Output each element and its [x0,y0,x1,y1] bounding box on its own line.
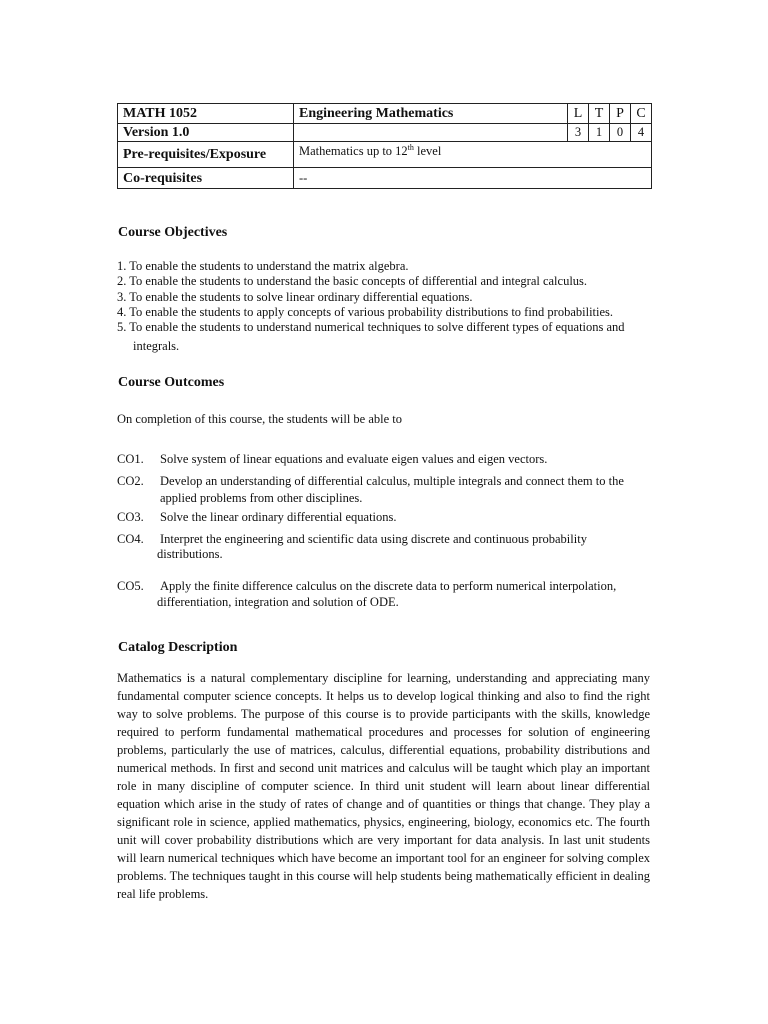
prereq-superscript: th [407,142,414,152]
outcomes-intro: On completion of this course, the students will be able to [117,412,403,426]
ltpc-value-c: 4 [631,124,652,142]
objective-item: 3. To enable the students to solve linear ordinary differential equations. [117,290,473,304]
outcome-code: CO1. [117,452,144,466]
ltpc-header-t: T [589,104,610,124]
ltpc-header-c: C [631,104,652,124]
outcome-text: Apply the finite difference calculus on the discrete data to perform numerical interpolation, [160,579,617,593]
outcome-text-continued: applied problems from other disciplines. [160,491,363,505]
outcome-text: Solve the linear ordinary differential equations. [160,510,397,524]
ltpc-value-l: 3 [568,124,589,142]
ltpc-value-t: 1 [589,124,610,142]
ltpc-header-p: P [610,104,631,124]
coreq-value: -- [294,168,652,189]
prereq-value [294,142,652,168]
objective-item: 2. To enable the students to understand the basic concepts of differential and integral calculus. [117,274,588,288]
course-info-table [117,103,652,189]
course-version: Version 1.0 [118,124,294,142]
outcome-code: CO5. [117,579,144,593]
objectives-heading: Course Objectives [118,225,228,240]
ltpc-header-l: L [568,104,589,124]
objective-item-continued: integrals. [133,339,180,353]
objective-item: 5. To enable the students to understand numerical techniques to solve different types of equations and [117,320,625,334]
prereq-label: Pre-requisites/Exposure [118,142,294,168]
course-code: MATH 1052 [118,104,294,124]
outcome-text-continued: differentiation, integration and solution of ODE. [157,595,399,609]
catalog-paragraph: Mathematics is a natural complementary discipline for learning, understanding and appreciating many fundamental computer science concepts. It helps us to develop logical thinking and also to find the right way to solve problems. The purpose of this course is to provide participants with the skills, knowledge required to perform fundamental mathematical procedures and processes for solution of engineering problems, particularly the use of matrices, calculus, differential equations, probability distributions and numerical methods. In first and second unit matrices and calculus will be taught which play an important role in many discipline of computer science. In third unit student will learn about linear differential equation which arise in the study of rates of change and of quantities or things that change. They play a significant role in science, applied mathematics, physics, engineering, biology, economics etc. The fourth unit will cover probability distributions which are very important for data analysis. In last unit students will learn numerical techniques which have become an important tool for an engineer for solving complex problems. The techniques taught in this course will help students being mathematically efficient in dealing real life problems. [117,671,650,901]
ltpc-value-p: 0 [610,124,631,142]
objective-item: 4. To enable the students to apply concepts of various probability distributions to find probabilities. [117,305,614,319]
outcome-text: Solve system of linear equations and evaluate eigen values and eigen vectors. [160,452,548,466]
prereq-suffix: level [413,144,442,158]
version-empty-cell [294,124,568,142]
course-title: Engineering Mathematics [294,104,568,124]
outcome-text: Develop an understanding of differential calculus, multiple integrals and connect them to the [160,474,624,488]
coreq-label: Co-requisites [118,168,294,189]
catalog-heading: Catalog Description [118,640,238,655]
outcome-code: CO2. [117,474,144,488]
outcome-code: CO3. [117,510,144,524]
outcome-code: CO4. [117,532,144,546]
objective-item: 1. To enable the students to understand the matrix algebra. [117,259,409,273]
outcome-text-continued: distributions. [157,547,223,561]
prereq-text: Mathematics up to 12 [299,144,408,158]
outcome-text: Interpret the engineering and scientific data using discrete and continuous probability [160,532,587,546]
outcomes-heading: Course Outcomes [118,375,225,390]
